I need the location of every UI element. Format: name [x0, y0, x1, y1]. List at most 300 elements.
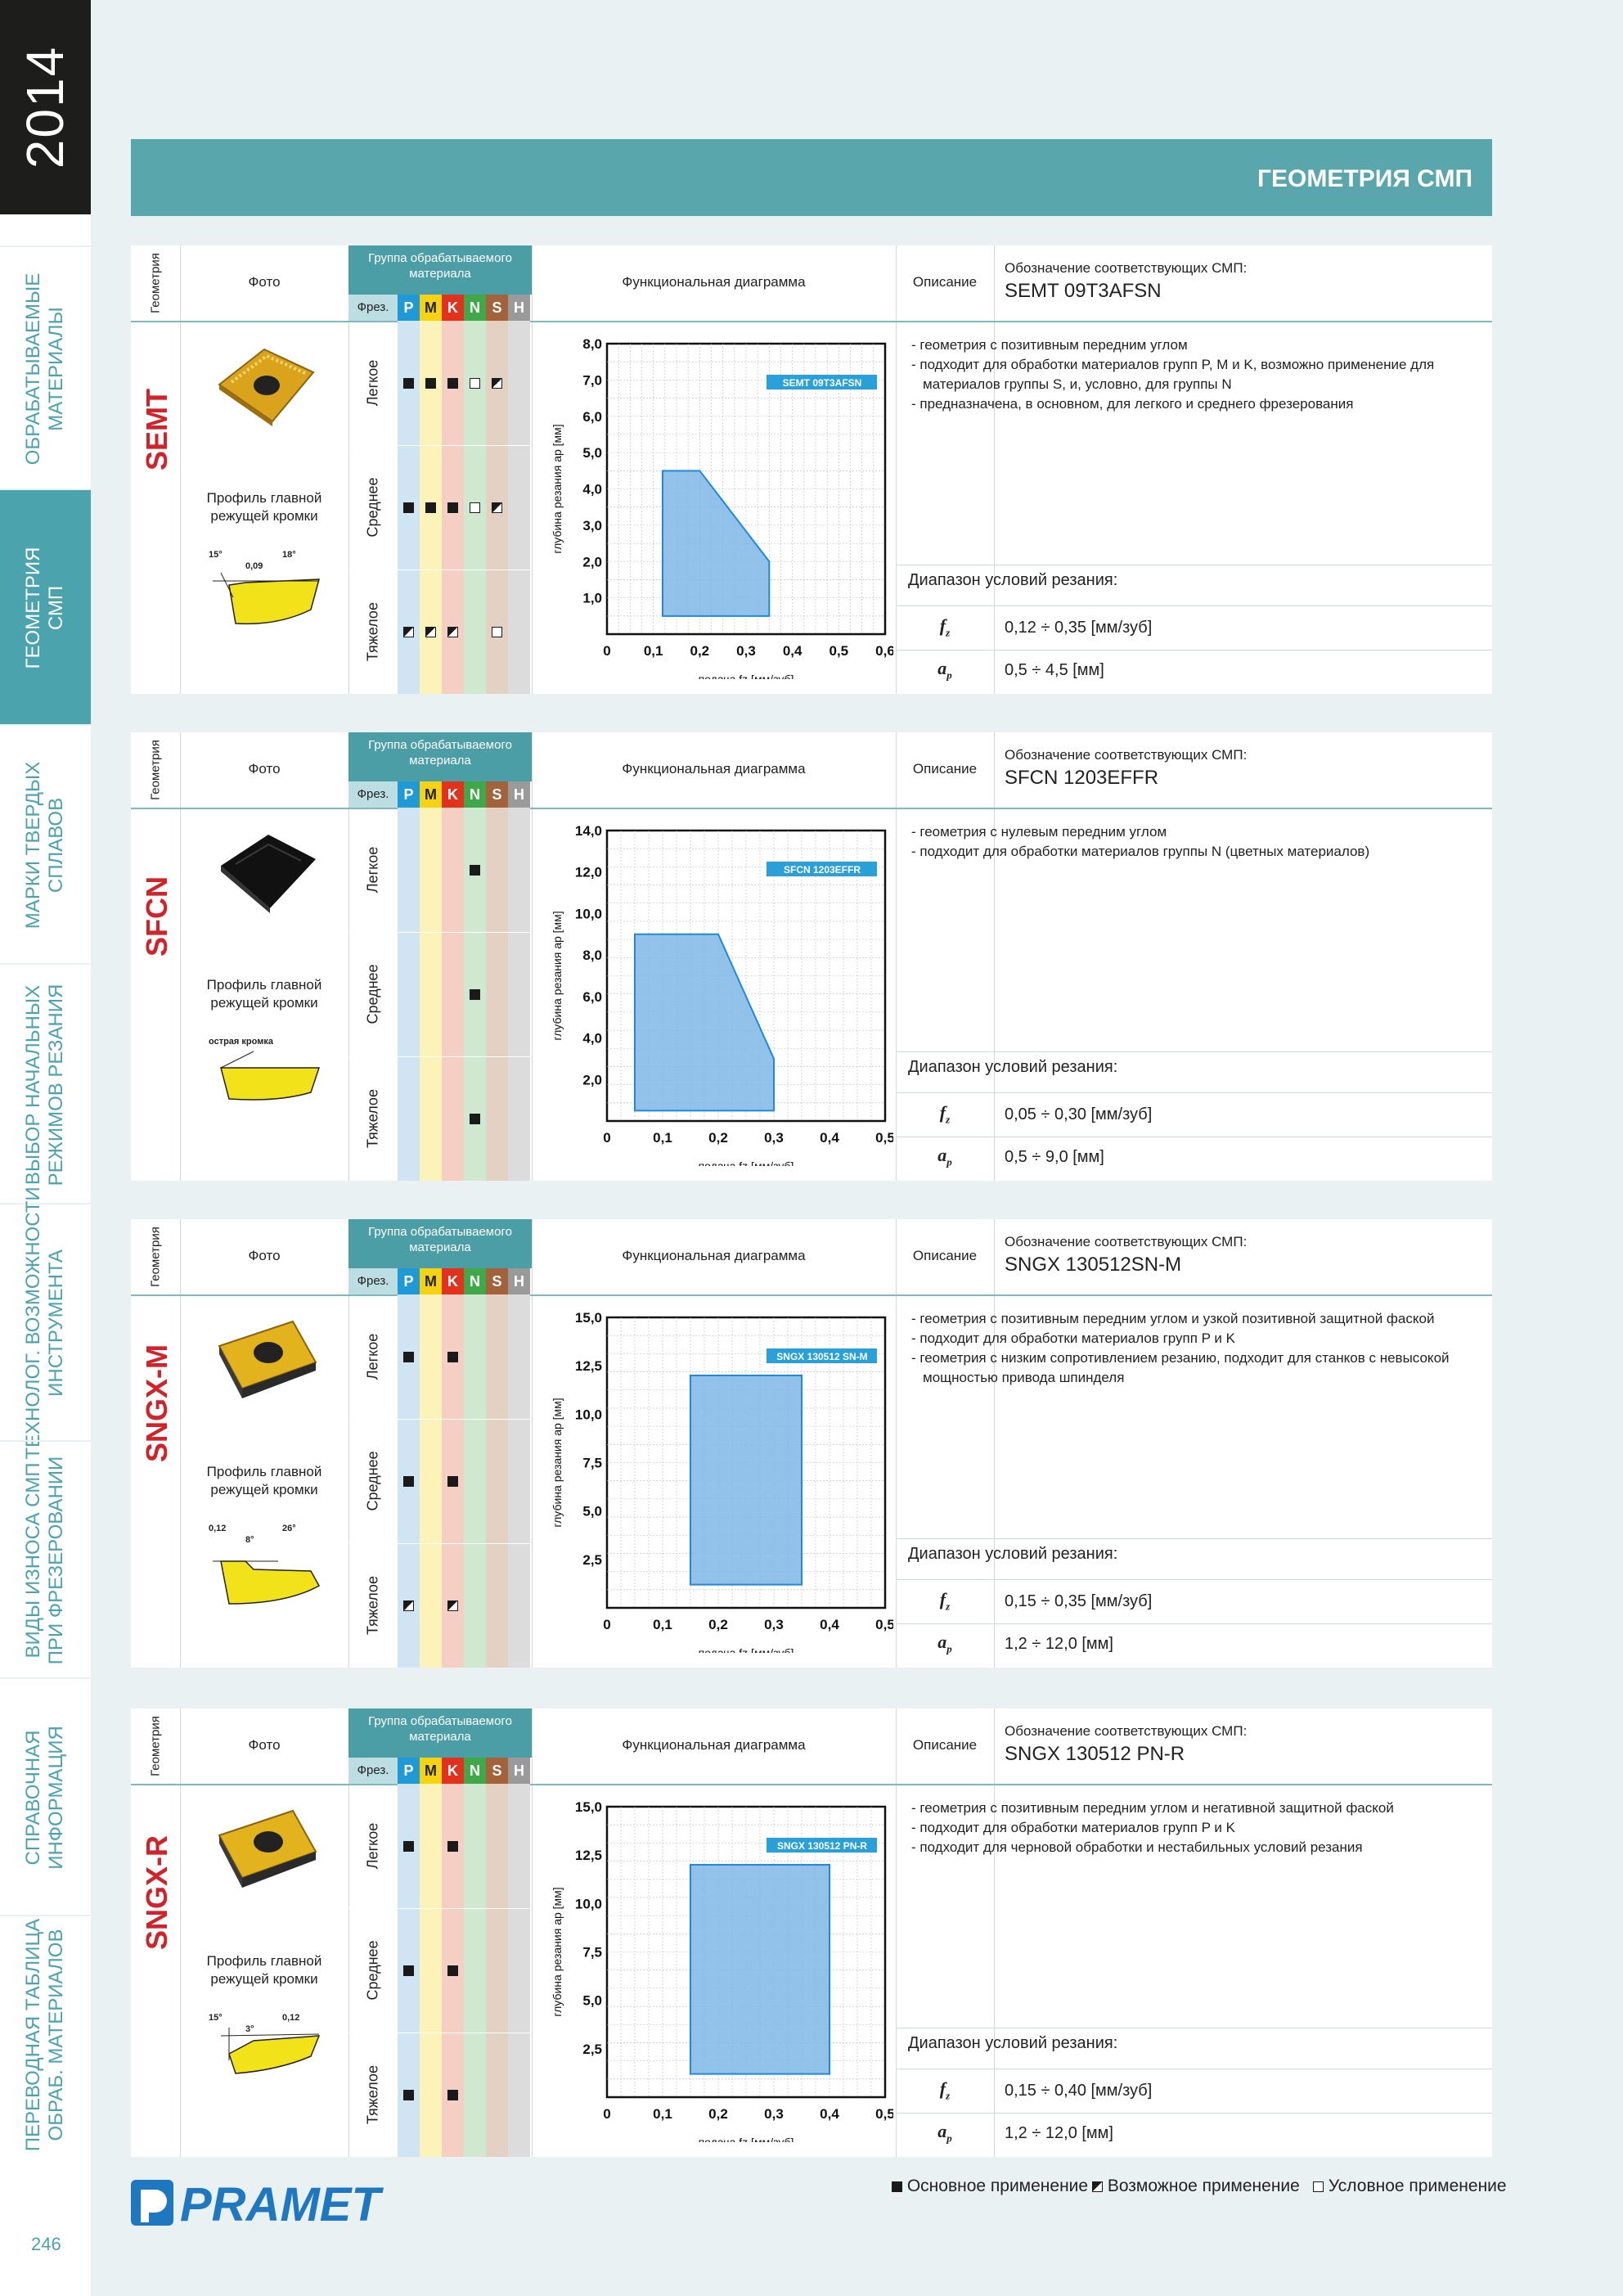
profile-dimension-label: 0,12	[209, 1524, 227, 1533]
column-divider	[180, 245, 181, 694]
insert-block-semt	[131, 245, 1492, 694]
chart-container	[542, 814, 893, 1170]
diagram-header: Функциональная диаграмма	[622, 274, 806, 290]
depth-value: 1,2 ÷ 12,0 [мм]	[1005, 2124, 1113, 2142]
sidebar-tab-4[interactable]	[0, 963, 91, 1204]
description-line: - геометрия с позитивным передним углом и узкой позитивной защитной фаской	[911, 1311, 1435, 1326]
range-row-divider	[896, 2113, 1492, 2114]
y-tick-label: 8,0	[582, 948, 602, 964]
y-tick-label: 2,0	[582, 1072, 602, 1088]
x-tick-label: 0,1	[653, 2106, 672, 2122]
x-tick-label: 0,2	[708, 1130, 728, 1146]
x-tick-label: 0,5	[875, 1130, 893, 1146]
profile-dimension-label: 18°	[282, 550, 296, 560]
description-line: - подходит для черновой обработки и нестабильных условий резания	[911, 1839, 1363, 1855]
applicability-mark	[492, 627, 502, 637]
description-header: Описание	[912, 761, 978, 777]
x-tick-label: 0,5	[875, 2106, 893, 2122]
milling-mode-label: Легкое	[364, 1822, 381, 1870]
material-band-H	[508, 808, 530, 1181]
x-tick-label: 0	[603, 1130, 611, 1146]
range-divider-vertical	[994, 1579, 995, 1668]
x-tick-label: 0,2	[708, 1617, 728, 1632]
header-divider	[131, 808, 1492, 809]
description-line: - подходит для обработки материалов групп P и K	[911, 1330, 1235, 1346]
freza-header: Фрез.	[348, 1268, 398, 1294]
feed-symbol-subscript: z	[946, 1600, 951, 1613]
description-header: Описание	[912, 274, 978, 290]
sidebar-tab-label: ПЕРЕВОДНАЯ ТАБЛИЦА ОБРАБ. МАТЕРИАЛОВ	[22, 1918, 67, 2152]
cutting-edge-profile	[196, 1035, 327, 1129]
x-axis-label: подача fz [мм/зуб]	[698, 1646, 794, 1653]
legend-main	[892, 2177, 1088, 2196]
header-divider	[131, 1784, 1492, 1785]
y-tick-label: 12,5	[574, 1358, 602, 1375]
description-line: - подходит для обработки материалов групп P, M и K, возможно применение для материалов группы S, и, условно, для группы N	[911, 357, 1435, 392]
header-divider	[131, 1294, 1492, 1296]
profile-label: Профиль главной режущей кромки	[206, 490, 322, 524]
applicability-mark	[470, 989, 480, 1000]
profile-label: Профиль главной режущей кромки	[206, 977, 322, 1011]
freza-header: Фрез.	[348, 295, 398, 321]
legend-conditional	[1313, 2177, 1507, 2196]
legend-possible	[1092, 2177, 1300, 2196]
depth-value: 0,5 ÷ 4,5 [мм]	[1005, 661, 1104, 679]
insert-photo	[203, 826, 326, 921]
feed-value: 0,15 ÷ 0,35 [мм/зуб]	[1005, 1592, 1153, 1610]
material-letter-P: P	[398, 781, 420, 808]
column-divider	[532, 732, 533, 1181]
profile-dimension-label: 8°	[245, 1535, 254, 1545]
x-tick-label: 0,1	[653, 1130, 672, 1146]
description-line: - геометрия с нулевым передним углом	[911, 824, 1167, 840]
freza-header: Фрез.	[348, 1758, 398, 1784]
material-band-S	[486, 1294, 508, 1668]
diagram-header: Функциональная диаграмма	[622, 761, 806, 777]
material-letter-P: P	[398, 1268, 420, 1294]
applicability-mark	[403, 1841, 414, 1852]
depth-symbol	[896, 658, 994, 682]
x-tick-label: 0,3	[764, 1130, 784, 1146]
x-tick-label: 0	[603, 1617, 611, 1632]
functional-diagram	[542, 1301, 893, 1653]
sidebar	[0, 0, 91, 2296]
x-tick-label: 0,4	[820, 1130, 839, 1146]
depth-symbol	[896, 1632, 994, 1655]
milling-mode-label: Среднее	[364, 964, 381, 1024]
row-divider	[348, 1543, 532, 1544]
milling-mode-label: Тяжелое	[364, 1089, 381, 1148]
geometry-header: Геометрия	[148, 253, 163, 313]
feed-value: 0,15 ÷ 0,40 [мм/зуб]	[1005, 2082, 1153, 2100]
material-letter-M: M	[420, 781, 442, 808]
material-band-N	[464, 1294, 486, 1668]
photo-header: Фото	[248, 1248, 281, 1263]
milling-mode-label: Среднее	[364, 477, 381, 538]
cutting-edge-profile	[196, 1522, 327, 1616]
x-tick-label: 0,3	[736, 643, 756, 659]
material-letter-N: N	[464, 295, 486, 321]
smp-designation: SEMT 09T3AFSN	[1005, 280, 1162, 302]
milling-mode-label: Среднее	[364, 1451, 381, 1511]
y-tick-label: 3,0	[582, 517, 602, 533]
feasible-region	[690, 1375, 802, 1585]
y-tick-label: 1,0	[582, 590, 602, 606]
milling-mode-label: Тяжелое	[364, 1576, 381, 1635]
applicability-mark	[403, 1476, 414, 1487]
y-tick-label: 15,0	[574, 1310, 602, 1326]
cutting-edge-profile	[196, 2011, 327, 2105]
applicability-mark	[403, 1600, 414, 1611]
material-letter-N: N	[464, 1758, 486, 1784]
applicability-mark	[447, 2090, 458, 2100]
x-tick-label: 0,3	[764, 1617, 784, 1632]
insert-code: SNGX-M	[140, 1344, 173, 1462]
geometry-header: Геометрия	[148, 1227, 163, 1287]
range-row-divider	[896, 1579, 1492, 1580]
profile-label: Профиль главной режущей кромки	[206, 1464, 322, 1497]
profile-dimension-label: 0,12	[282, 2013, 300, 2023]
feed-value: 0,12 ÷ 0,35 [мм/зуб]	[1005, 619, 1153, 637]
range-divider-vertical	[994, 606, 995, 694]
applicability-mark	[403, 1352, 414, 1362]
cutting-range-header: Диапазон условий резания:	[908, 1058, 1118, 1076]
description-line: - геометрия с низким сопротивлением резанию, подходит для станков с невысокой мощностью привода шпинделя	[911, 1350, 1450, 1385]
insert-photo	[203, 1803, 326, 1897]
depth-symbol-letter: a	[937, 1632, 947, 1652]
smp-designation: SFCN 1203EFFR	[1005, 767, 1159, 789]
y-tick-label: 5,0	[582, 445, 602, 461]
diagram-header: Функциональная диаграмма	[622, 1737, 806, 1753]
material-group-header: Группа обрабатываемого материала	[348, 245, 532, 295]
insert-code: SEMT	[140, 388, 173, 471]
legend-conditional-label: Условное применение	[1328, 2177, 1507, 2195]
y-tick-label: 12,0	[574, 864, 602, 880]
description-line: - геометрия с позитивным передним углом и негативной защитной фаской	[911, 1800, 1394, 1816]
range-row-divider	[896, 1623, 1492, 1624]
sidebar-tab-3[interactable]	[0, 724, 91, 965]
y-tick-label: 5,0	[582, 1992, 602, 2009]
x-tick-label: 0,3	[764, 2106, 784, 2122]
y-tick-label: 7,5	[582, 1455, 602, 1471]
applicability-mark	[470, 502, 480, 513]
description-line: - геометрия с позитивным передним углом	[911, 337, 1188, 353]
depth-symbol-letter: a	[937, 1145, 947, 1165]
feed-symbol	[896, 615, 994, 639]
x-tick-label: 0,2	[708, 2106, 728, 2122]
material-group-header: Группа обрабатываемого материала	[348, 1708, 532, 1758]
material-letter-H: H	[508, 1268, 530, 1294]
description-text	[908, 1799, 1472, 1857]
applicability-mark	[447, 1841, 458, 1852]
y-tick-label: 7,0	[582, 372, 602, 389]
column-divider	[532, 245, 533, 694]
range-row-divider	[896, 650, 1492, 651]
feed-symbol	[896, 1102, 994, 1126]
y-tick-label: 10,0	[574, 1896, 602, 1912]
year-label: 2014	[16, 45, 74, 169]
y-tick-label: 10,0	[574, 906, 602, 922]
material-letter-K: K	[442, 1758, 464, 1784]
feed-value: 0,05 ÷ 0,30 [мм/зуб]	[1005, 1105, 1153, 1123]
column-divider	[180, 732, 181, 1181]
smp-caption: Обозначение соответствующих СМП:	[1005, 1723, 1248, 1739]
depth-symbol-letter: a	[937, 658, 947, 678]
y-tick-label: 2,5	[582, 2041, 602, 2057]
depth-symbol-subscript: p	[946, 1642, 952, 1655]
column-divider	[532, 1219, 533, 1668]
material-band-H	[508, 321, 530, 694]
feed-symbol	[896, 2078, 994, 2102]
material-group-header: Группа обрабатываемого материала	[348, 732, 532, 781]
y-axis-label: глубина резания ap [мм]	[551, 1887, 564, 2017]
column-divider	[532, 1708, 533, 2157]
cutting-range-header: Диапазон условий резания:	[908, 571, 1118, 589]
depth-symbol-subscript: p	[946, 1155, 952, 1168]
material-letter-H: H	[508, 1758, 530, 1784]
x-tick-label: 0,1	[643, 643, 663, 659]
row-divider	[348, 1908, 532, 1909]
smp-designation: SNGX 130512 PN-R	[1005, 1743, 1185, 1765]
sidebar-tab-label: ТЕХНОЛОГ. ВОЗМОЖНОСТИ ИНСТРУМЕНТА	[22, 1186, 67, 1460]
header-divider	[131, 321, 1492, 322]
profile-dimension-label: 3°	[245, 2024, 254, 2034]
milling-mode-label: Легкое	[364, 359, 381, 407]
milling-mode-label: Среднее	[364, 1940, 381, 2001]
material-band-H	[508, 1294, 530, 1668]
material-band-M	[420, 808, 442, 1181]
applicability-mark	[425, 502, 436, 513]
series-legend-label: SNGX 130512 SN-M	[776, 1351, 868, 1362]
sidebar-tab-label: ВЫБОР НАЧАЛЬНЫХ РЕЖИМОВ РЕЗАНИЯ	[22, 984, 67, 1186]
smp-caption: Обозначение соответствующих СМП:	[1005, 1234, 1248, 1249]
insert-code: SNGX-R	[140, 1835, 173, 1951]
row-divider	[348, 932, 532, 933]
profile-dimension-label: 15°	[209, 2013, 223, 2023]
section-header	[131, 139, 1492, 216]
sidebar-tab-label: МАРКИ ТВЕРДЫХ СПЛАВОВ	[22, 761, 67, 930]
series-legend-label: SEMT 09T3AFSN	[782, 377, 862, 389]
milling-mode-label: Тяжелое	[364, 2065, 381, 2124]
y-axis-label: глубина резания ap [мм]	[551, 911, 564, 1041]
photo-header: Фото	[248, 1737, 281, 1753]
legend-main-label: Основное применение	[906, 2177, 1089, 2195]
material-letter-H: H	[508, 781, 530, 808]
x-tick-label: 0,6	[875, 643, 893, 659]
section-title: ГЕОМЕТРИЯ СМП	[1257, 165, 1472, 192]
feed-symbol-subscript: z	[946, 1113, 951, 1126]
x-axis-label: подача fz [мм/зуб]	[698, 673, 794, 679]
feed-symbol-subscript: z	[946, 2089, 951, 2102]
x-tick-label: 0	[603, 643, 611, 659]
material-letter-S: S	[486, 781, 508, 808]
cutting-range-header: Диапазон условий резания:	[908, 1545, 1118, 1563]
material-letter-K: K	[442, 295, 464, 321]
row-divider	[348, 1419, 532, 1420]
row-divider	[348, 569, 532, 570]
material-letter-H: H	[508, 295, 530, 321]
applicability-mark	[425, 627, 436, 637]
feed-symbol-letter: f	[939, 1102, 946, 1123]
y-tick-label: 14,0	[574, 823, 602, 839]
column-divider	[180, 1219, 181, 1668]
material-band-P	[398, 808, 420, 1181]
y-tick-label: 6,0	[582, 988, 602, 1005]
applicability-mark	[447, 378, 458, 389]
material-letter-P: P	[398, 295, 420, 321]
depth-symbol-letter: a	[937, 2121, 947, 2141]
row-divider	[348, 1056, 532, 1057]
description-text	[908, 822, 1472, 862]
sidebar-tab-5[interactable]	[0, 1186, 91, 1460]
description-text	[908, 1309, 1472, 1388]
row-divider	[348, 445, 532, 446]
y-tick-label: 2,5	[582, 1551, 602, 1568]
material-letter-K: K	[442, 1268, 464, 1294]
insert-photo	[203, 1313, 326, 1407]
y-tick-label: 5,0	[582, 1503, 602, 1519]
milling-mode-label: Легкое	[364, 1333, 381, 1380]
photo-header: Фото	[248, 761, 281, 777]
x-tick-label: 0,4	[820, 2106, 839, 2122]
insert-block-sngx-m	[131, 1219, 1492, 1668]
description-line: - подходит для обработки материалов групп P и K	[911, 1820, 1235, 1835]
y-tick-label: 6,0	[582, 408, 602, 425]
x-tick-label: 0,2	[690, 643, 710, 659]
feed-symbol-subscript: z	[946, 626, 951, 639]
depth-value: 1,2 ÷ 12,0 [мм]	[1005, 1635, 1113, 1653]
functional-diagram	[542, 1790, 893, 2142]
depth-value: 0,5 ÷ 9,0 [мм]	[1005, 1148, 1104, 1166]
insert-block-sngx-r	[131, 1708, 1492, 2157]
column-divider	[180, 1708, 181, 2157]
profile-dimension-label: 26°	[282, 1524, 296, 1533]
applicability-mark	[425, 378, 436, 389]
applicability-mark	[403, 627, 414, 637]
milling-mode-label: Легкое	[364, 846, 381, 894]
page-number: 246	[31, 2234, 61, 2254]
applicability-mark	[470, 865, 480, 876]
legend-possible-icon	[1092, 2181, 1103, 2192]
geometry-header: Геометрия	[148, 740, 163, 800]
sidebar-tab-label: ВИДЫ ИЗНОСА СМП ПРИ ФРЕЗЕРОВАНИИ	[22, 1456, 67, 1665]
material-letter-M: M	[420, 1758, 442, 1784]
insert-photo	[203, 340, 326, 434]
depth-symbol	[896, 2121, 994, 2145]
applicability-mark	[492, 502, 502, 513]
description-header: Описание	[912, 1248, 978, 1263]
feasible-region	[690, 1865, 829, 2074]
range-divider-vertical	[994, 2069, 995, 2157]
x-tick-label: 0,4	[820, 1617, 839, 1632]
material-group-header: Группа обрабатываемого материала	[348, 1219, 532, 1268]
feed-symbol	[896, 1589, 994, 1613]
material-band-M	[420, 1294, 442, 1668]
legend-main-icon	[892, 2181, 902, 2192]
sidebar-tab-label: ГЕОМЕТРИЯ СМП	[22, 547, 67, 669]
sidebar-tab-8[interactable]	[0, 1915, 91, 2154]
feed-symbol-letter: f	[939, 2078, 946, 2099]
applicability-mark	[403, 502, 414, 513]
applicability-mark	[447, 627, 458, 637]
profile-dimension-label: острая кромка	[209, 1037, 273, 1047]
smp-designation: SNGX 130512SN-M	[1005, 1254, 1182, 1276]
x-tick-label: 0,1	[653, 1617, 672, 1632]
material-band-N	[464, 1784, 486, 2157]
applicability-mark	[447, 1600, 458, 1611]
y-axis-label: глубина резания ap [мм]	[551, 1398, 564, 1528]
feed-symbol-letter: f	[939, 1589, 946, 1609]
range-divider	[896, 1538, 1492, 1539]
depth-symbol	[896, 1145, 994, 1168]
functional-diagram	[542, 814, 893, 1166]
applicability-mark	[447, 502, 458, 513]
y-tick-label: 12,5	[574, 1848, 602, 1864]
sidebar-tab-7[interactable]	[0, 1677, 91, 1916]
x-axis-label: подача fz [мм/зуб]	[698, 1159, 794, 1166]
chart-container	[542, 1301, 893, 1657]
brand-logo	[131, 2177, 401, 2233]
milling-mode-label: Тяжелое	[364, 602, 381, 661]
x-tick-label: 0	[603, 2106, 611, 2122]
applicability-mark	[470, 1114, 480, 1124]
sidebar-tab-label: ОБРАБАТЫВАЕМЫЕ МАТЕРИАЛЫ	[22, 272, 67, 465]
chart-container	[542, 1790, 893, 2146]
description-line: - предназначена, в основном, для легкого и среднего фрезерования	[911, 396, 1354, 412]
applicability-mark	[403, 378, 414, 389]
sidebar-tab-6[interactable]	[0, 1440, 91, 1679]
y-tick-label: 10,0	[574, 1407, 602, 1423]
applicability-mark	[470, 378, 480, 389]
material-letter-S: S	[486, 1758, 508, 1784]
brand-text: PRAMET	[180, 2178, 380, 2229]
legend-conditional-icon	[1313, 2181, 1324, 2192]
sidebar-tab-label: СПРАВОЧНАЯ ИНФОРМАЦИЯ	[22, 1726, 67, 1870]
description-line: - подходит для обработки материалов группы N (цветных материалов)	[911, 844, 1370, 859]
functional-diagram	[542, 327, 893, 679]
material-band-S	[486, 1784, 508, 2157]
material-letter-N: N	[464, 781, 486, 808]
material-letter-M: M	[420, 295, 442, 321]
applicability-mark	[447, 1965, 458, 1976]
y-tick-label: 8,0	[582, 336, 602, 352]
material-band-K	[442, 808, 464, 1181]
cutting-range-header: Диапазон условий резания:	[908, 2034, 1118, 2052]
material-band-H	[508, 1784, 530, 2157]
y-tick-label: 4,0	[582, 1030, 602, 1047]
material-letter-S: S	[486, 295, 508, 321]
material-band-S	[486, 808, 508, 1181]
smp-caption: Обозначение соответствующих СМП:	[1005, 747, 1248, 763]
feed-symbol-letter: f	[939, 615, 946, 636]
chart-container	[542, 327, 893, 683]
sidebar-tab-1[interactable]	[0, 245, 91, 490]
material-letter-K: K	[442, 781, 464, 808]
sidebar-tab-2[interactable]	[0, 488, 91, 726]
range-divider-vertical	[994, 1092, 995, 1181]
series-legend-label: SNGX 130512 PN-R	[776, 1840, 868, 1852]
material-letter-M: M	[420, 1268, 442, 1294]
insert-block-sfcn	[131, 732, 1492, 1181]
applicability-mark	[447, 1352, 458, 1362]
material-band-M	[420, 1784, 442, 2157]
y-tick-label: 2,0	[582, 554, 602, 570]
insert-code: SFCN	[140, 876, 173, 957]
x-tick-label: 0,5	[875, 1617, 893, 1632]
year-badge	[0, 0, 91, 214]
profile-dimension-label: 0,09	[245, 561, 263, 571]
depth-symbol-subscript: p	[946, 2132, 952, 2145]
